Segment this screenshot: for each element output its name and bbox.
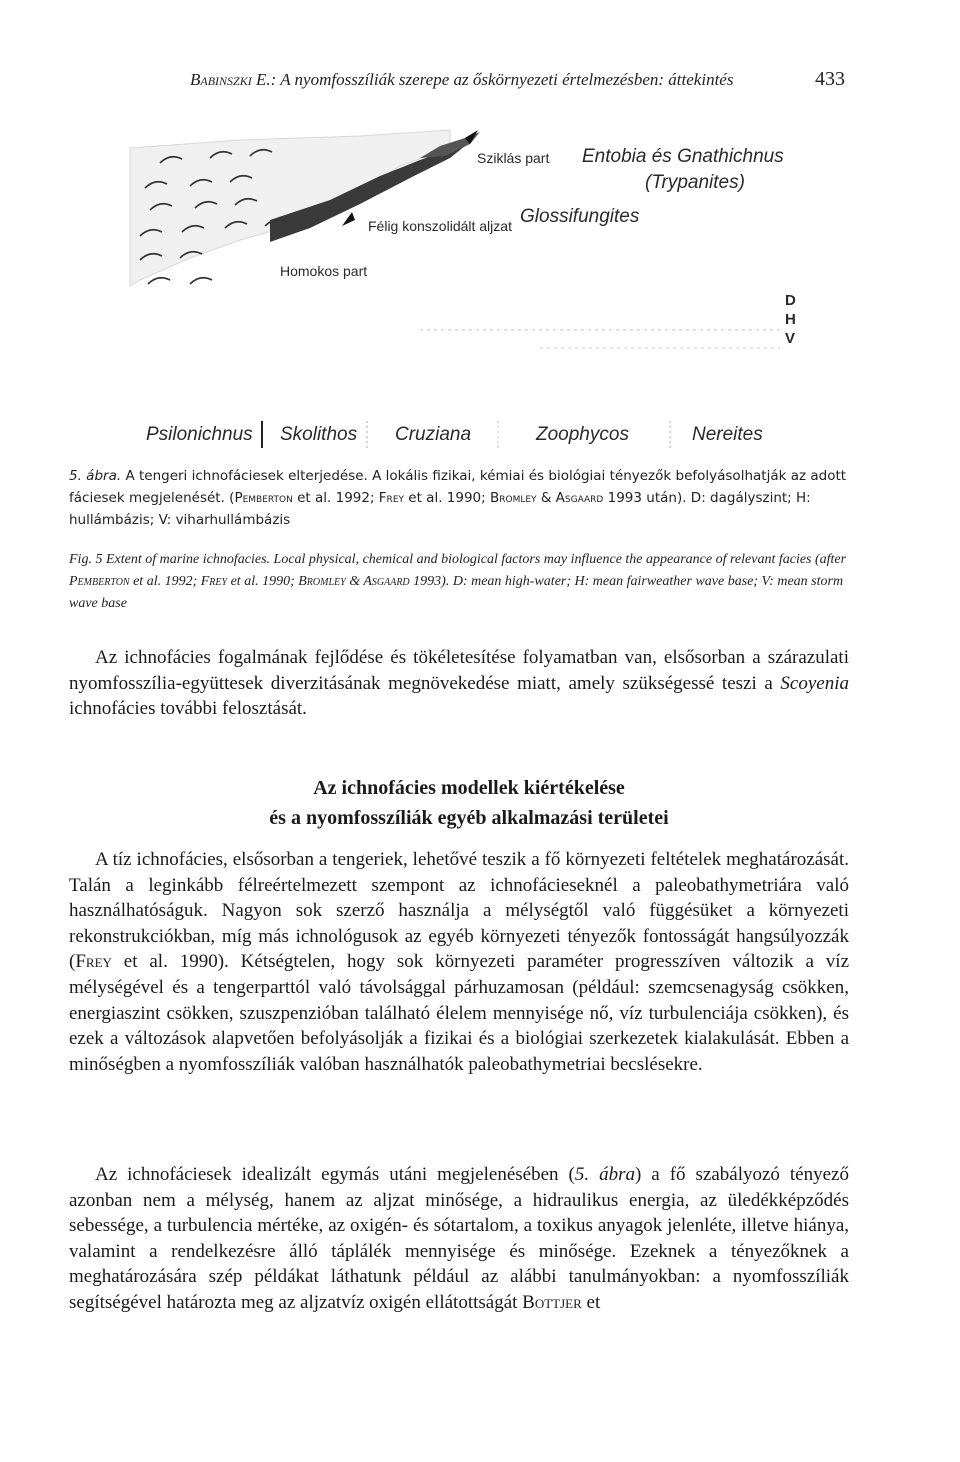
- label-rocky-shore: Sziklás part: [477, 150, 550, 166]
- arrow-semi-consolidated: [342, 212, 355, 226]
- section-heading-line-2: és a nyomfosszíliák egyéb alkalmazási területei: [269, 807, 669, 829]
- header-title: A nyomfosszíliák szerepe az őskörnyezeti értelmezésben: áttekintés: [280, 70, 734, 89]
- citation-frey-body: Frey: [75, 951, 112, 973]
- ichnofacies-zoophycos: Zoophycos: [536, 424, 629, 445]
- label-semi-consolidated: Félig konszolidált aljzat: [368, 218, 512, 234]
- caption-en-label: Fig. 5: [69, 552, 103, 567]
- para2-text-1: A tíz ichnofácies, elsősorban a tengeriek, lehetővé teszik a fő környezeti feltételek meghatározását. Talán a leginkább félreértelmezett szempont az ichnofácieseknél a paleobathymetriára való használhatóságuk. Nagyon sok szerző használja a mélységtől való függésüket a környezeti rekonstrukciókban, míg más ichnológusok az egyéb környezeti tényezők fontosságát hangsúlyozzák (: [69, 849, 849, 973]
- page-number: 433: [815, 68, 845, 90]
- citation-pemberton-en: Pemberton: [69, 574, 130, 589]
- caption-hu-cite3-rest: 1993 után). D: dagályszint; H: hullámbázis; V: viharhullámbázis: [69, 490, 811, 528]
- section-heading-line-1: Az ichnofácies modellek kiértékelése: [313, 777, 625, 799]
- axis-label-v: V: [785, 330, 796, 347]
- para1-text-1: Az ichnofácies fogalmának fejlődése és tökéletesítése folyamatban van, elsősorban a szárazulati nyomfosszília-együttesek diverzitásának megnövekedése miatt, amely szükségessé teszi a: [69, 647, 849, 694]
- header-author: Babinszki E.: [190, 70, 271, 89]
- caption-en-text: Local physical, chemical and biological factors may influence the appearance of relevant facies (after: [270, 552, 847, 567]
- para3-text-3: et: [581, 1291, 601, 1313]
- caption-en-title: Extent of marine ichnofacies.: [105, 552, 271, 567]
- axis-label-d: D: [785, 292, 796, 309]
- paragraph-1: [69, 645, 849, 722]
- ichnofacies-nereites: Nereites: [692, 424, 763, 445]
- citation-bromley-asgaard: Bromley & Asgaard: [489, 490, 604, 506]
- page-header: [190, 70, 845, 100]
- para2-text-2: et al. 1990). Kétségtelen, hogy sok környezeti paraméter progresszíven változik a víz mélységével és a tengerparttól való távolsággal párhuzamosan (például: szemcsenagyság csökken, energiaszint csökken, szuszpenzióban található élelem mennyisége nő, víz turbulenciája csökken), és ezek a változások alapvetően befolyásolják a fizikai és a biológiai szerkezetek kialakulását. Ebben a minőségben a nyomfosszíliák valóban használhatók paleobathymetriai becslésekre.: [69, 951, 849, 1075]
- section-heading: [69, 773, 869, 833]
- caption-en-cite3-rest: 1993). D: mean high-water; H: mean fairweather wave base; V: mean storm wave base: [69, 574, 844, 611]
- para3-text-2: ) a fő szabályozó tényező azonban nem a mélység, hanem az aljzat minősége, a hidraulikus energia, az üledékképződés sebessége, a turbulencia mértéke, az oxigén- és sótartalom, a toxikus anyagok jelenléte, illetve hiánya, valamint a rendelkezésre álló táplálék mennyisége és minősége. Ezeknek a tényezőknek a meghatározására szép példákat láthatunk például az alábbi tanulmányokban: a nyomfosszíliák segítségével határozta meg az aljzatvíz oxigén ellátottságát: [69, 1164, 849, 1313]
- axis-label-h: H: [785, 311, 796, 328]
- figure-reference: 5. ábra: [574, 1164, 635, 1185]
- figure-ichnofacies-diagram: [120, 108, 810, 460]
- caption-hu-label: 5. ábra.: [69, 468, 122, 484]
- label-sandy-shore: Homokos part: [280, 263, 368, 279]
- citation-frey-en: Frey: [200, 574, 228, 589]
- citation-bromley-asgaard-en: Bromley & Asgaard: [298, 574, 410, 589]
- ichnofacies-skolithos: Skolithos: [280, 424, 358, 445]
- para1-text-2: ichnofácies további felosztását.: [69, 698, 307, 720]
- citation-frey: Frey: [378, 490, 404, 506]
- paragraph-3: [69, 1162, 849, 1316]
- figure-caption-hungarian: [69, 465, 869, 531]
- caption-hu-cite2-rest: et al. 1990;: [404, 490, 490, 506]
- paragraph-2: [69, 847, 849, 1077]
- caption-hu-text: A tengeri ichnofáciesek elterjedése. A lokális fizikai, kémiai és biológiai tényezők befolyásolhatják az adott fáciesek megjelenését. (: [69, 468, 847, 506]
- ichnofacies-psilonichnus: Psilonichnus: [146, 424, 253, 445]
- para3-text-1: Az ichnofáciesek idealizált egymás utáni megjelenésében (: [95, 1164, 575, 1185]
- citation-bottjer: Bottjer: [522, 1291, 582, 1313]
- label-glossifungites: Glossifungites: [520, 206, 640, 227]
- label-entobia: Entobia és Gnathichnus: [582, 146, 784, 167]
- running-title: Babinszki E.: A nyomfosszíliák szerepe az őskörnyezeti értelmezésben: áttekintés: [190, 70, 734, 89]
- citation-pemberton: Pemberton: [234, 490, 293, 506]
- figure-caption-english: [69, 549, 869, 615]
- term-scoyenia: Scoyenia: [780, 672, 849, 694]
- ichnofacies-cruziana: Cruziana: [395, 424, 472, 445]
- caption-en-cite2-rest: et al. 1990;: [227, 574, 299, 589]
- label-trypanites: (Trypanites): [645, 172, 745, 193]
- caption-hu-cite1-rest: et al. 1992;: [292, 490, 379, 506]
- caption-en-cite1-rest: et al. 1992;: [129, 574, 201, 589]
